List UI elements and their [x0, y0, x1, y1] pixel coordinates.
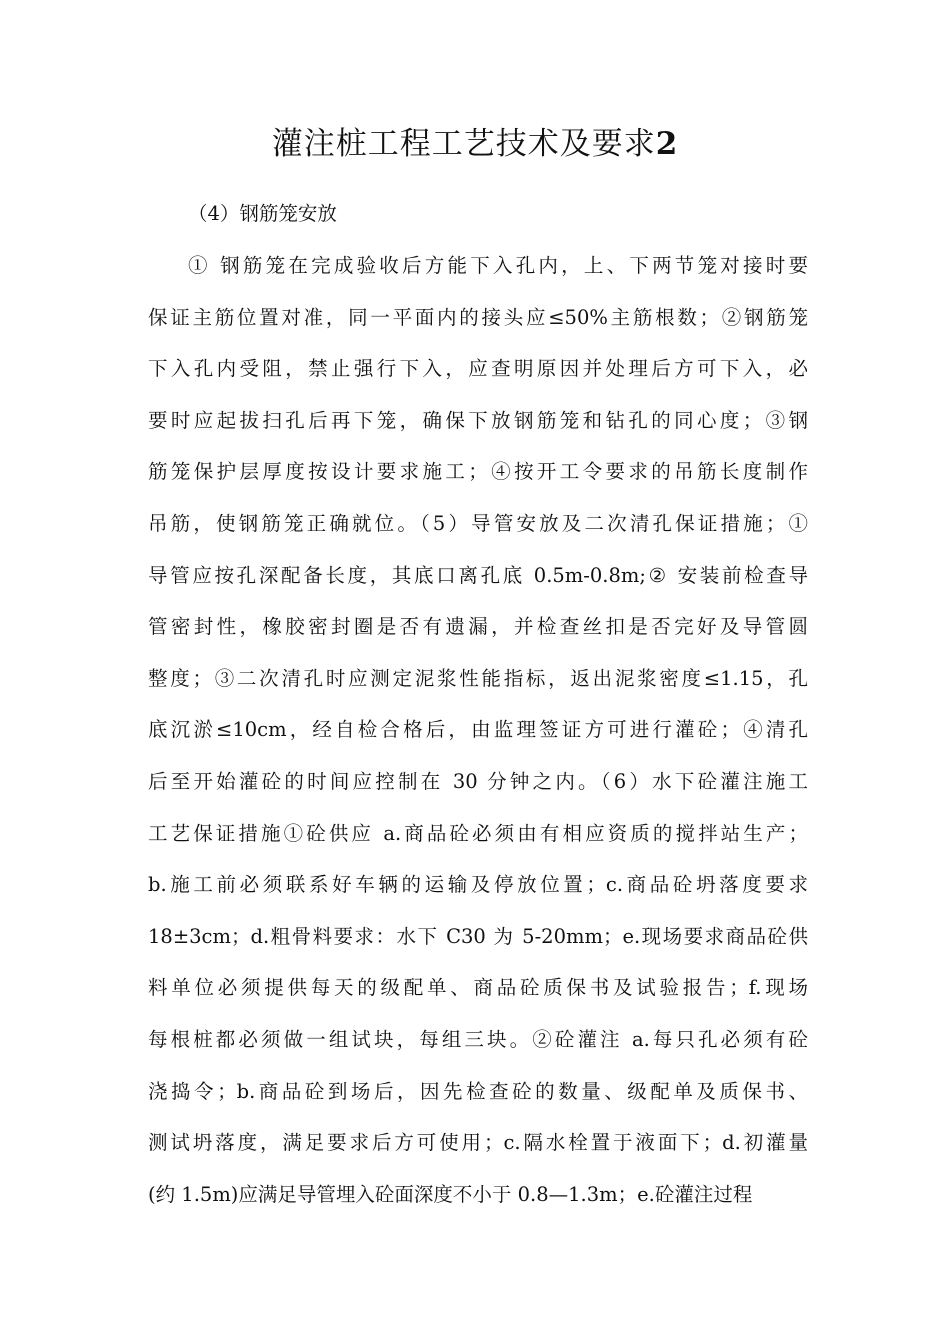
paragraph-line: 下入孔内受阻，禁止强行下入，应查明原因并处理后方可下入，必: [148, 357, 808, 381]
paragraph-line: 工艺保证措施①砼供应 a.商品砼必须由有相应资质的搅拌站生产；: [148, 821, 808, 845]
body-paragraph: [148, 246, 808, 1226]
paragraph-line: 底沉淤≤10cm，经自检合格后，由监理签证方可进行灌砼；④清孔: [148, 718, 808, 742]
paragraph-line: 料单位必须提供每天的级配单、商品砼质保书及试验报告；f.现场: [148, 976, 808, 1000]
paragraph-line: 导管应按孔深配备长度，其底口离孔底 0.5m-0.8m;② 安装前检查导: [148, 563, 808, 587]
paragraph-line: 吊筋，使钢筋笼正确就位。（5）导管安放及二次清孔保证措施；①: [148, 511, 808, 535]
paragraph-line: 测试坍落度，满足要求后方可使用；c.隔水栓置于液面下；d.初灌量: [148, 1131, 808, 1155]
paragraph-line: (约 1.5m)应满足导管埋入砼面深度不小于 0.8—1.3m；e.砼灌注过程: [148, 1182, 753, 1206]
paragraph-line: b.施工前必须联系好车辆的运输及停放位置；c.商品砼坍落度要求: [148, 873, 808, 897]
paragraph-line: 每根桩都必须做一组试块，每组三块。②砼灌注 a.每只孔必须有砼: [148, 1027, 808, 1051]
paragraph-line: 浇捣令；b.商品砼到场后，因先检查砼的数量、级配单及质保书、: [148, 1079, 808, 1103]
paragraph-line: 整度；③二次清孔时应测定泥浆性能指标，返出泥浆密度≤1.15，孔: [148, 666, 808, 690]
paragraph-line: 18±3cm；d.粗骨料要求：水下 C30 为 5-20mm；e.现场要求商品砼供: [148, 924, 808, 948]
title-text: 灌注桩工程工艺技术及要求: [271, 126, 656, 162]
document-title: [0, 118, 950, 170]
paragraph-line: 筋笼保护层厚度按设计要求施工；④按开工令要求的吊筋长度制作: [148, 460, 808, 484]
paragraph-line: ① 钢筋笼在完成验收后方能下入孔内，上、下两节笼对接时要: [188, 254, 808, 277]
title-number: 2: [655, 126, 679, 162]
section-heading: （4）钢筋笼安放: [188, 202, 337, 225]
paragraph-line: 后至开始灌砼的时间应控制在 30 分钟之内。（6）水下砼灌注施工: [148, 769, 808, 793]
paragraph-line: 要时应起拔扫孔后再下笼，确保下放钢筋笼和钻孔的同心度；③钢: [148, 408, 808, 432]
paragraph-line: 管密封性，橡胶密封圈是否有遗漏，并检查丝扣是否完好及导管圆: [148, 615, 808, 639]
paragraph-line: 保证主筋位置对准，同一平面内的接头应≤50%主筋根数；②钢筋笼: [148, 305, 808, 329]
